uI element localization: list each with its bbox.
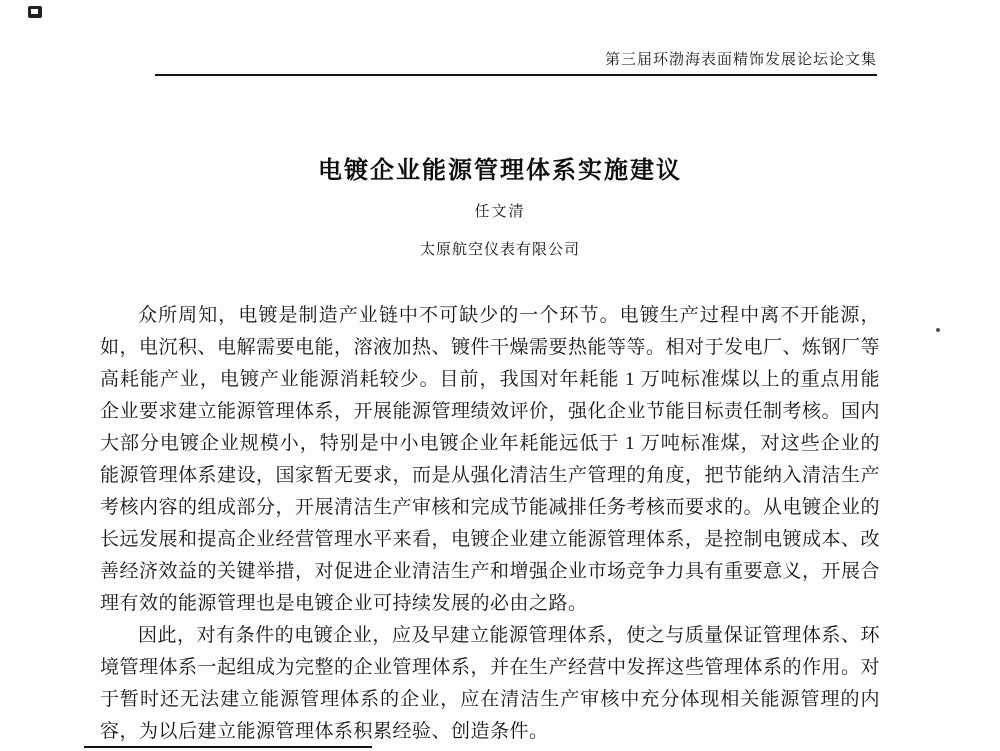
author-name: 任文清 xyxy=(474,204,526,220)
paragraph-1: 众所周知，电镀是制造产业链中不可缺少的一个环节。电镀生产过程中离不开能源，如，电沉积、电解需要电能，溶液加热、镀件干燥需要热能等等。相对于发电厂、炼钢厂等高耗能产业，电镀产业能源消耗较少。目前，我国对年耗能 1 万吨标准煤以上的重点用能企业要求建立能源管理体系，开展能源管理绩效评价，强化企业节能目标责任制考核。国内大部分电镀企业规模小，特别是中小电镀企业年耗能远低于 1 万吨标准煤，对这些企业的能源管理体系建设，国家暂无要求，而是从强化清洁生产管理的角度，把节能纳入清洁生产考核内容的组成部分，开展清洁生产审核和完成节能减排任务考核而要求的。从电镀企业的长远发展和提高企业经营管理水平来看，电镀企业建立能源管理体系，是控制电镀成本、改善经济效益的关键举措，对促进企业清洁生产和增强企业市场竞争力具有重要意义，开展合理有效的能源管理也是电镀企业可持续发展的必由之路。 xyxy=(100,305,881,614)
author-affiliation: 太原航空仪表有限公司 xyxy=(419,242,580,258)
header-text: 第三届环渤海表面精饰发展论坛论文集 xyxy=(604,52,877,68)
footnote-divider xyxy=(84,746,372,748)
page-title: 电镀企业能源管理体系实施建议 xyxy=(318,158,682,184)
scan-artifact-mark xyxy=(28,6,42,18)
article-body xyxy=(100,300,880,748)
scan-dot-artifact xyxy=(936,328,940,332)
paragraph-2: 因此，对有条件的电镀企业，应及早建立能源管理体系，使之与质量保证管理体系、环境管理体系一起组成为完整的企业管理体系，并在生产经营中发挥这些管理体系的作用。对于暂时还无法建立能源管理体系的企业，应在清洁生产审核中充分体现相关能源管理的内容，为以后建立能源管理体系积累经验、创造条件。 xyxy=(100,625,881,742)
page-header xyxy=(155,48,877,69)
header-divider xyxy=(155,74,877,76)
